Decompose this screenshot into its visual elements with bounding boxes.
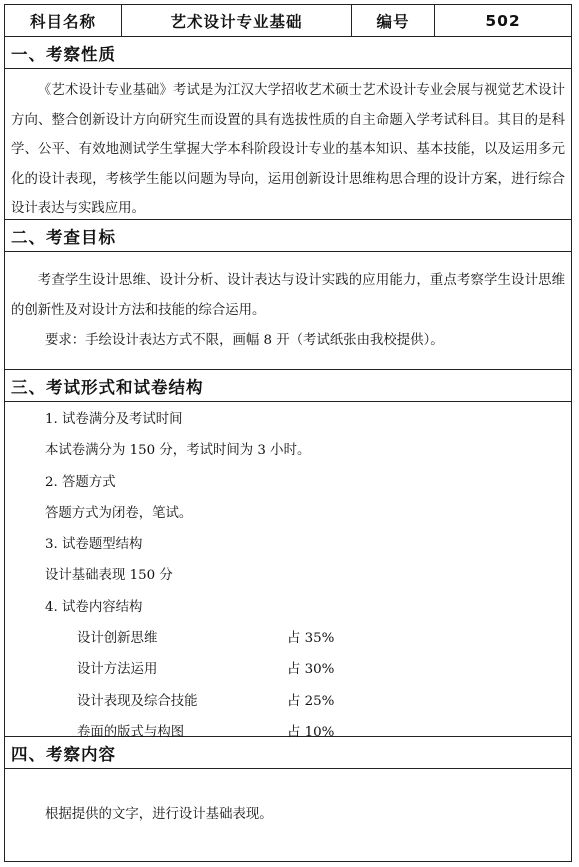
content-row bbox=[5, 623, 571, 654]
item-2-title: 2. 答题方式 bbox=[45, 474, 116, 490]
section-2-line: 考查学生设计思维、设计分析、设计表达与设计实践的应用能力，重点考察 bbox=[37, 273, 484, 288]
item-1-text: 本试卷满分为 150 分，考试时间为 3 小时。 bbox=[45, 443, 311, 459]
section-2-paragraph bbox=[5, 266, 571, 326]
section-1-line: 视觉艺术设计方向、整合创新设计方向研究生而设置的具有选拔性质的自主命题 bbox=[11, 83, 565, 128]
code-label: 编号 bbox=[352, 5, 435, 36]
item-3-text: 设计基础表现 150 分 bbox=[45, 568, 173, 584]
section-1-line: 《艺术设计专业基础》考试是为江汉大学招收艺术硕士艺术设计专业会展与 bbox=[37, 83, 484, 98]
section-4-text: 根据提供的文字，进行设计基础表现。 bbox=[45, 807, 273, 822]
subject-label: 科目名称 bbox=[5, 5, 122, 36]
subject-value: 艺术设计专业基础 bbox=[122, 5, 352, 36]
item-2-text: 答题方式为闭卷，笔试。 bbox=[45, 505, 193, 521]
content-row bbox=[5, 654, 571, 685]
section-2-title: 二、考查目标 bbox=[5, 220, 571, 252]
item-1-title: 1. 试卷满分及考试时间 bbox=[45, 412, 183, 427]
requirement-text: 要求：手绘设计表达方式不限，画幅 8 开（考试纸张由我校提供）。 bbox=[45, 333, 444, 348]
content-share: 占 35% bbox=[287, 631, 335, 647]
section-3-title: 三、考试形式和试卷结构 bbox=[5, 370, 571, 402]
content-name: 设计方法运用 bbox=[77, 662, 158, 678]
section-2-body bbox=[5, 252, 571, 370]
content-share: 占 30% bbox=[287, 662, 335, 678]
section-1-line: 入学考试科目。其目的是科学、公平、有效地测试学生掌握大学本科阶段设计专 bbox=[11, 112, 566, 157]
section-1-line: 业的基本知识、基本技能，以及运用多元化的设计表现，考核学生能以问题为导 bbox=[11, 142, 566, 187]
content-name: 设计创新思维 bbox=[77, 631, 158, 647]
content-name: 卷面的版式与构图 bbox=[77, 724, 185, 740]
content-name: 设计表现及综合技能 bbox=[77, 693, 198, 709]
header-row bbox=[5, 5, 571, 37]
section-1-body bbox=[5, 69, 571, 220]
item-4-title: 4. 试卷内容结构 bbox=[45, 599, 143, 615]
item-3-title: 3. 试卷题型结构 bbox=[45, 537, 143, 553]
content-row bbox=[5, 686, 571, 717]
code-value: 502 bbox=[485, 11, 521, 30]
section-2-line: 学生设计思维的创新性及对设计方法和技能的综合运用。 bbox=[11, 273, 565, 318]
section-3-body bbox=[5, 402, 571, 740]
content-share: 占 10% bbox=[287, 724, 335, 740]
section-1-line: 向，运用创新设计思维构思合理的设计方案，进行综合设计表达与实践应用。 bbox=[11, 171, 566, 216]
exam-outline-table bbox=[4, 4, 572, 862]
section-4-title: 四、考察内容 bbox=[5, 737, 571, 769]
section-4-body bbox=[5, 769, 571, 830]
section-1-title: 一、考察性质 bbox=[5, 37, 571, 69]
content-share: 占 25% bbox=[287, 693, 335, 709]
section-1-paragraph bbox=[5, 76, 571, 224]
